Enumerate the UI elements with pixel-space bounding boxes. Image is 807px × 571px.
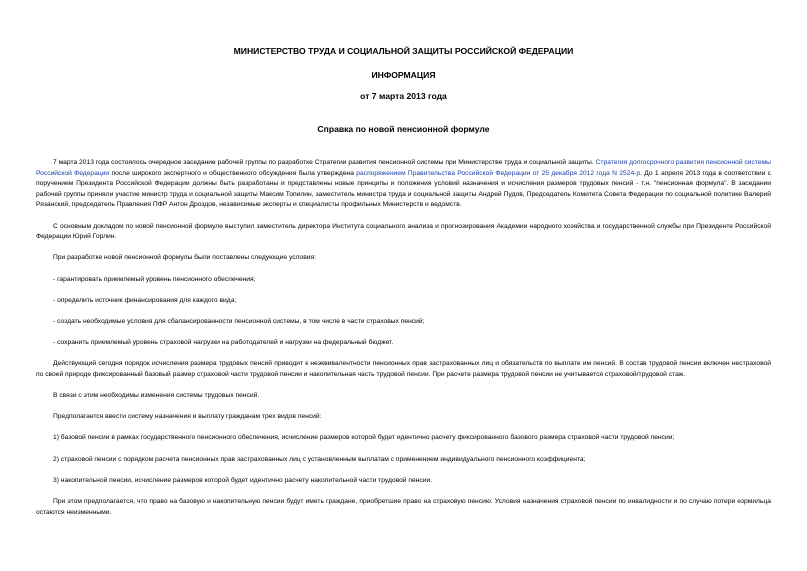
document-date: от 7 марта 2013 года [360, 91, 447, 101]
document-body [36, 158, 771, 518]
government-order-link[interactable]: распоряжением Правительства Российской Федерации от 25 декабря 2012 года N 2524-р [356, 169, 641, 177]
paragraph-intro-text-b: после широкого экспертного и общественного обсуждения была утверждена [109, 169, 357, 177]
list-item-condition-1: - гарантировать приемлемый уровень пенсионного обеспечения; [53, 275, 256, 283]
list-item-condition-4: - сохранить приемлемый уровень страховой нагрузки на работодателей и нагрузки на федеральный бюджет. [53, 339, 394, 347]
paragraph-eligibility: При этом предполагается, что право на базовую и накопительную пенсии будут иметь граждане, приобретшие право на страховую пенсию. Условия назначения страховой пенсии по инвалидности и по случаю потери кормильца остаются неизменными. [36, 498, 771, 516]
paragraph-intro [36, 158, 771, 211]
paragraph-intro-text-c: . До 1 апреля 2013 года в соответствии с поручением Президента Российской Федерации должны быть разработаны и представлены новые принципы и положения условий назначения и исчисления размеров трудовых пенсий - т.н. "пенсионная формула". В заседании рабочей группы приняли участие министр труда и социальной защиты Максим Топилин, заместитель министра труда и социальной защиты Андрей Пудов, Председатель Комитета Совета Федерации по социальной политике Валерий Рязанский, председатель Правления ПФР Антон Дроздов, независимые эксперты и специалисты профильных Министерств и ведомств. [36, 169, 771, 209]
list-item-pension-3: 3) накопительной пенсии, исчисление размеров которой будет идентично расчету накопительной части трудовой пенсии. [53, 476, 433, 484]
paragraph-current-order: Действующий сегодня порядок исчисления размера трудовых пенсий приводит к неэквивалентности пенсионных прав застрахованных лиц и обязательств по выплате им пенсий. В состав трудовой пенсии включен нестраховой по своей природе фиксированный базовый размер страховой части трудовой пенсии и накопительная часть трудовой пенсии. При расчете размера трудовой пенсии не учитывается страховой/трудовой стаж. [36, 360, 771, 378]
strategy-link[interactable]: Стратегия долгосрочного развития пенсионной системы Российской Федерации [36, 159, 771, 177]
paragraph-three-pensions: Предполагается ввести систему назначения и выплату гражданам трех видов пенсий: [53, 413, 322, 421]
list-item-pension-2: 2) страховой пенсии с порядком расчета пенсионных прав застрахованных лиц с установленным выплатам с применением индивидуального пенсионного коэффициента; [53, 455, 586, 463]
list-item-condition-2: - определить источник финансирования для каждого вида; [53, 296, 237, 304]
list-item-pension-1: 1) базовой пенсии в рамках государственного пенсионного обеспечения, исчисление размеров которой будет идентично расчету фиксированного базового размера страховой части трудовой пенсии; [53, 434, 675, 442]
paragraph-intro-text-a: 7 марта 2013 года состоялось очередное заседание рабочей группы по разработке Стратегии развития пенсионной системы при Министерстве труда и социальной защиты. [53, 159, 596, 166]
document-title: Справка по новой пенсионной формуле [317, 124, 490, 134]
list-item-condition-3: - создать необходимые условия для сбалансированности пенсионной системы, в том числе в части страховых пенсий; [53, 317, 425, 325]
ministry-heading: МИНИСТЕРСТВО ТРУДА И СОЦИАЛЬНОЙ ЗАЩИТЫ РОССИЙСКОЙ ФЕДЕРАЦИИ [233, 46, 574, 56]
paragraph-changes-needed: В связи с этим необходимы изменения системы трудовых пенсий. [53, 392, 260, 400]
paragraph-report: С основным докладом по новой пенсионной формуле выступил заместитель директора Института социального анализа и прогнозирования Академии народного хозяйства и государственной службы при Президенте Российской Федерации Юрий Горлин. [36, 222, 771, 241]
document-type-heading: ИНФОРМАЦИЯ [371, 70, 436, 80]
paragraph-conditions-intro: При разработке новой пенсионной формулы были поставлены следующие условия: [53, 254, 317, 262]
